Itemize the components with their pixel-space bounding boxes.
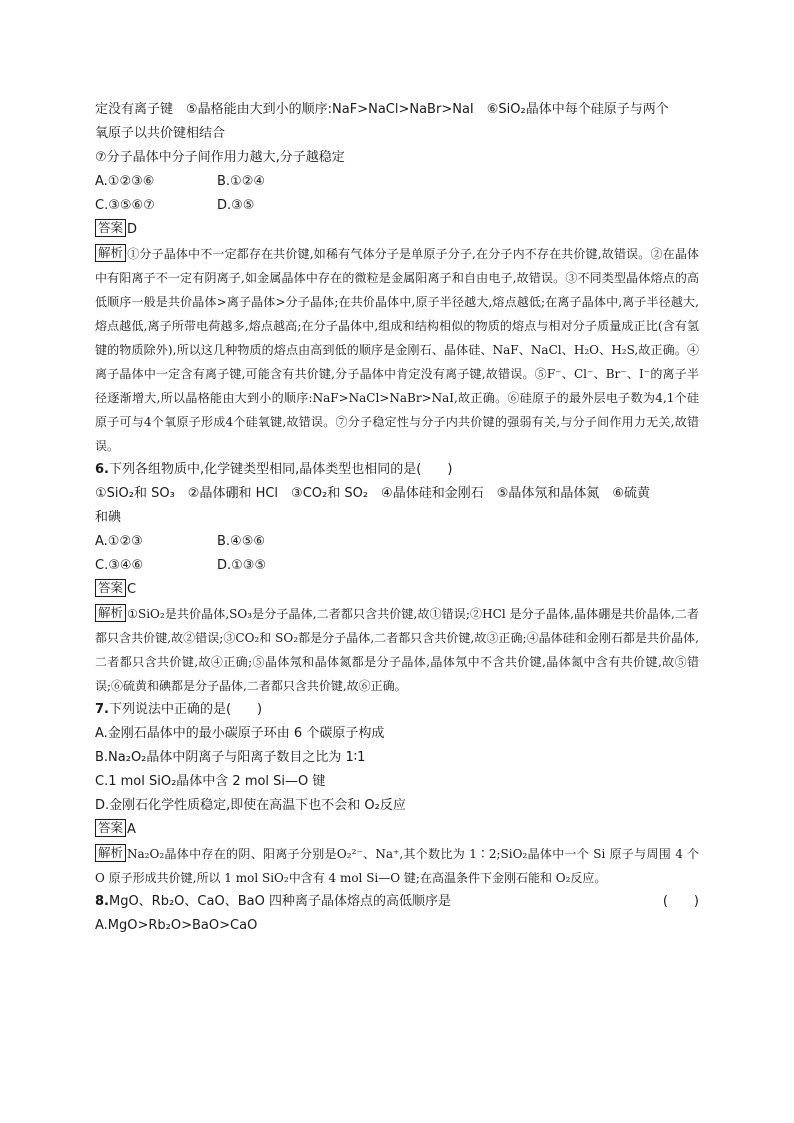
q6-answer <box>95 578 699 602</box>
q5-option-b[interactable]: B.①②④ <box>217 174 266 189</box>
q6-items-line-1: ①SiO₂和 SO₃ ②晶体硼和 HCl ③CO₂和 SO₂ ④晶体硅和金刚石 ⑤晶体氖和晶体氮 ⑥硫黄 <box>95 486 651 501</box>
q7-explanation-text: Na₂O₂晶体中存在的阴、阳离子分别是O₂²⁻、Na⁺,其个数比为 1∶2;SiO₂晶体中一个 Si 原子与周围 4 个 O 原子形成共价键,所以 1 mol SiO₂中含有 4 mol Si—O 键;在高温条件下金刚石能和 O₂反应。 <box>95 847 699 885</box>
q7-stem <box>95 698 699 722</box>
q6-option-d[interactable]: D.①③⑤ <box>217 558 267 573</box>
q8-stem-text: MgO、Rb₂O、CaO、BaO 四种离子晶体熔点的高低顺序是 <box>108 894 451 909</box>
q6-answer-value: C <box>127 582 137 597</box>
q6-number: 6. <box>95 462 109 477</box>
q7-answer-value: A <box>127 822 136 837</box>
q8-answer-paren: ( ) <box>662 894 699 909</box>
q5-options-row-2 <box>95 194 699 218</box>
q6-explanation-text: ①SiO₂是共价晶体,SO₃是分子晶体,二者都只含共价键,故①错误;②HCl 是分子晶体,晶体硼是共价晶体,二者都只含共价键,故②错误;③CO₂和 SO₂都是分子晶体,二者都只含共价键,故③正确;④晶体硅和金刚石都是共价晶体,二者都只含共价键,故④正确;⑤晶体氖和晶体氮都是分子晶体,晶体氖中不含共价键,晶体氮中含有共价键,故⑤错误;⑥硫黄和碘都是分子晶体,二者都只含共价键,故⑥正确。 <box>95 607 699 693</box>
answer-label: 答案 <box>95 819 126 837</box>
answer-label: 答案 <box>95 219 126 237</box>
q5-options-row-1 <box>95 170 699 194</box>
q6-items-line-2: 和碘 <box>95 510 122 525</box>
q6-stem-text: 下列各组物质中,化学键类型相同,晶体类型也相同的是( ) <box>108 462 453 477</box>
q8-stem <box>95 890 699 914</box>
document-page <box>95 98 699 938</box>
q7-option-d[interactable]: D.金刚石化学性质稳定,即使在高温下也不会和 O₂反应 <box>95 798 406 813</box>
q6-option-a[interactable]: A.①②③ <box>95 534 143 549</box>
q5-answer <box>95 218 699 242</box>
q6-stem <box>95 458 699 482</box>
q5-option-d[interactable]: D.③⑤ <box>217 198 255 213</box>
q5-line-3: ⑦分子晶体中分子间作用力越大,分子越稳定 <box>95 150 345 165</box>
q7-option-a[interactable]: A.金刚石晶体中的最小碳原子环由 6 个碳原子构成 <box>95 726 385 741</box>
q7-stem-text: 下列说法中正确的是( ) <box>108 702 263 717</box>
q5-answer-value: D <box>127 222 138 237</box>
explanation-label: 解析 <box>95 604 126 622</box>
q5-option-a[interactable]: A.①②③⑥ <box>95 174 155 189</box>
explanation-label: 解析 <box>95 844 126 862</box>
q7-option-c[interactable]: C.1 mol SiO₂晶体中含 2 mol Si—O 键 <box>95 774 326 789</box>
q7-answer <box>95 818 699 842</box>
q5-line-1: 定没有离子键 ⑤晶格能由大到小的顺序:NaF>NaCl>NaBr>NaI ⑥SiO₂晶体中每个硅原子与两个 <box>95 102 669 117</box>
q5-line-2: 氧原子以共价键相结合 <box>95 126 226 141</box>
q8-number: 8. <box>95 894 109 909</box>
q6-option-c[interactable]: C.③④⑥ <box>95 558 144 573</box>
q5-option-c[interactable]: C.③⑤⑥⑦ <box>95 198 155 213</box>
q8-option-a[interactable]: A.MgO>Rb₂O>BaO>CaO <box>95 918 258 933</box>
answer-label: 答案 <box>95 579 126 597</box>
q6-option-b[interactable]: B.④⑤⑥ <box>217 534 266 549</box>
q6-options-row-1 <box>95 530 699 554</box>
q6-options-row-2 <box>95 554 699 578</box>
q7-option-b[interactable]: B.Na₂O₂晶体中阴离子与阳离子数目之比为 1∶1 <box>95 750 366 765</box>
q5-explanation-text: ①分子晶体中不一定都存在共价键,如稀有气体分子是单原子分子,在分子内不存在共价键,故错误。②在晶体中有阳离子不一定有阴离子,如金属晶体中存在的微粒是金属阳离子和自由电子,故错误。③不同类型晶体熔点的高低顺序一般是共价晶体>离子晶体>分子晶体;在共价晶体中,原子半径越大,熔点越低;在离子晶体中,离子半径越大,熔点越低,离子所带电荷越多,熔点越高;在分子晶体中,组成和结构相似的物质的熔点与相对分子质量成正比(含有氢键的物质除外),所以这几种物质的熔点由高到低的顺序是金刚石、晶体硅、NaF、NaCl、H₂O、H₂S,故正确。④离子晶体中一定含有离子键,可能含有共价键,分子晶体中肯定没有离子键,故错误。⑤F⁻、Cl⁻、Br⁻、I⁻的离子半径逐渐增大,所以晶格能由大到小的顺序:NaF>NaCl>NaBr>NaI,故正确。⑥硅原子的最外层电子数为4,1个硅原子可与4个氧原子形成4个硅氧键,故错误。⑦分子稳定性与分子内共价键的强弱有关,与分子间作用力无关,故错误。 <box>95 247 699 453</box>
q6-explanation <box>95 602 699 698</box>
explanation-label: 解析 <box>95 244 126 262</box>
q7-explanation <box>95 842 699 890</box>
q7-number: 7. <box>95 702 109 717</box>
q5-explanation <box>95 242 699 458</box>
